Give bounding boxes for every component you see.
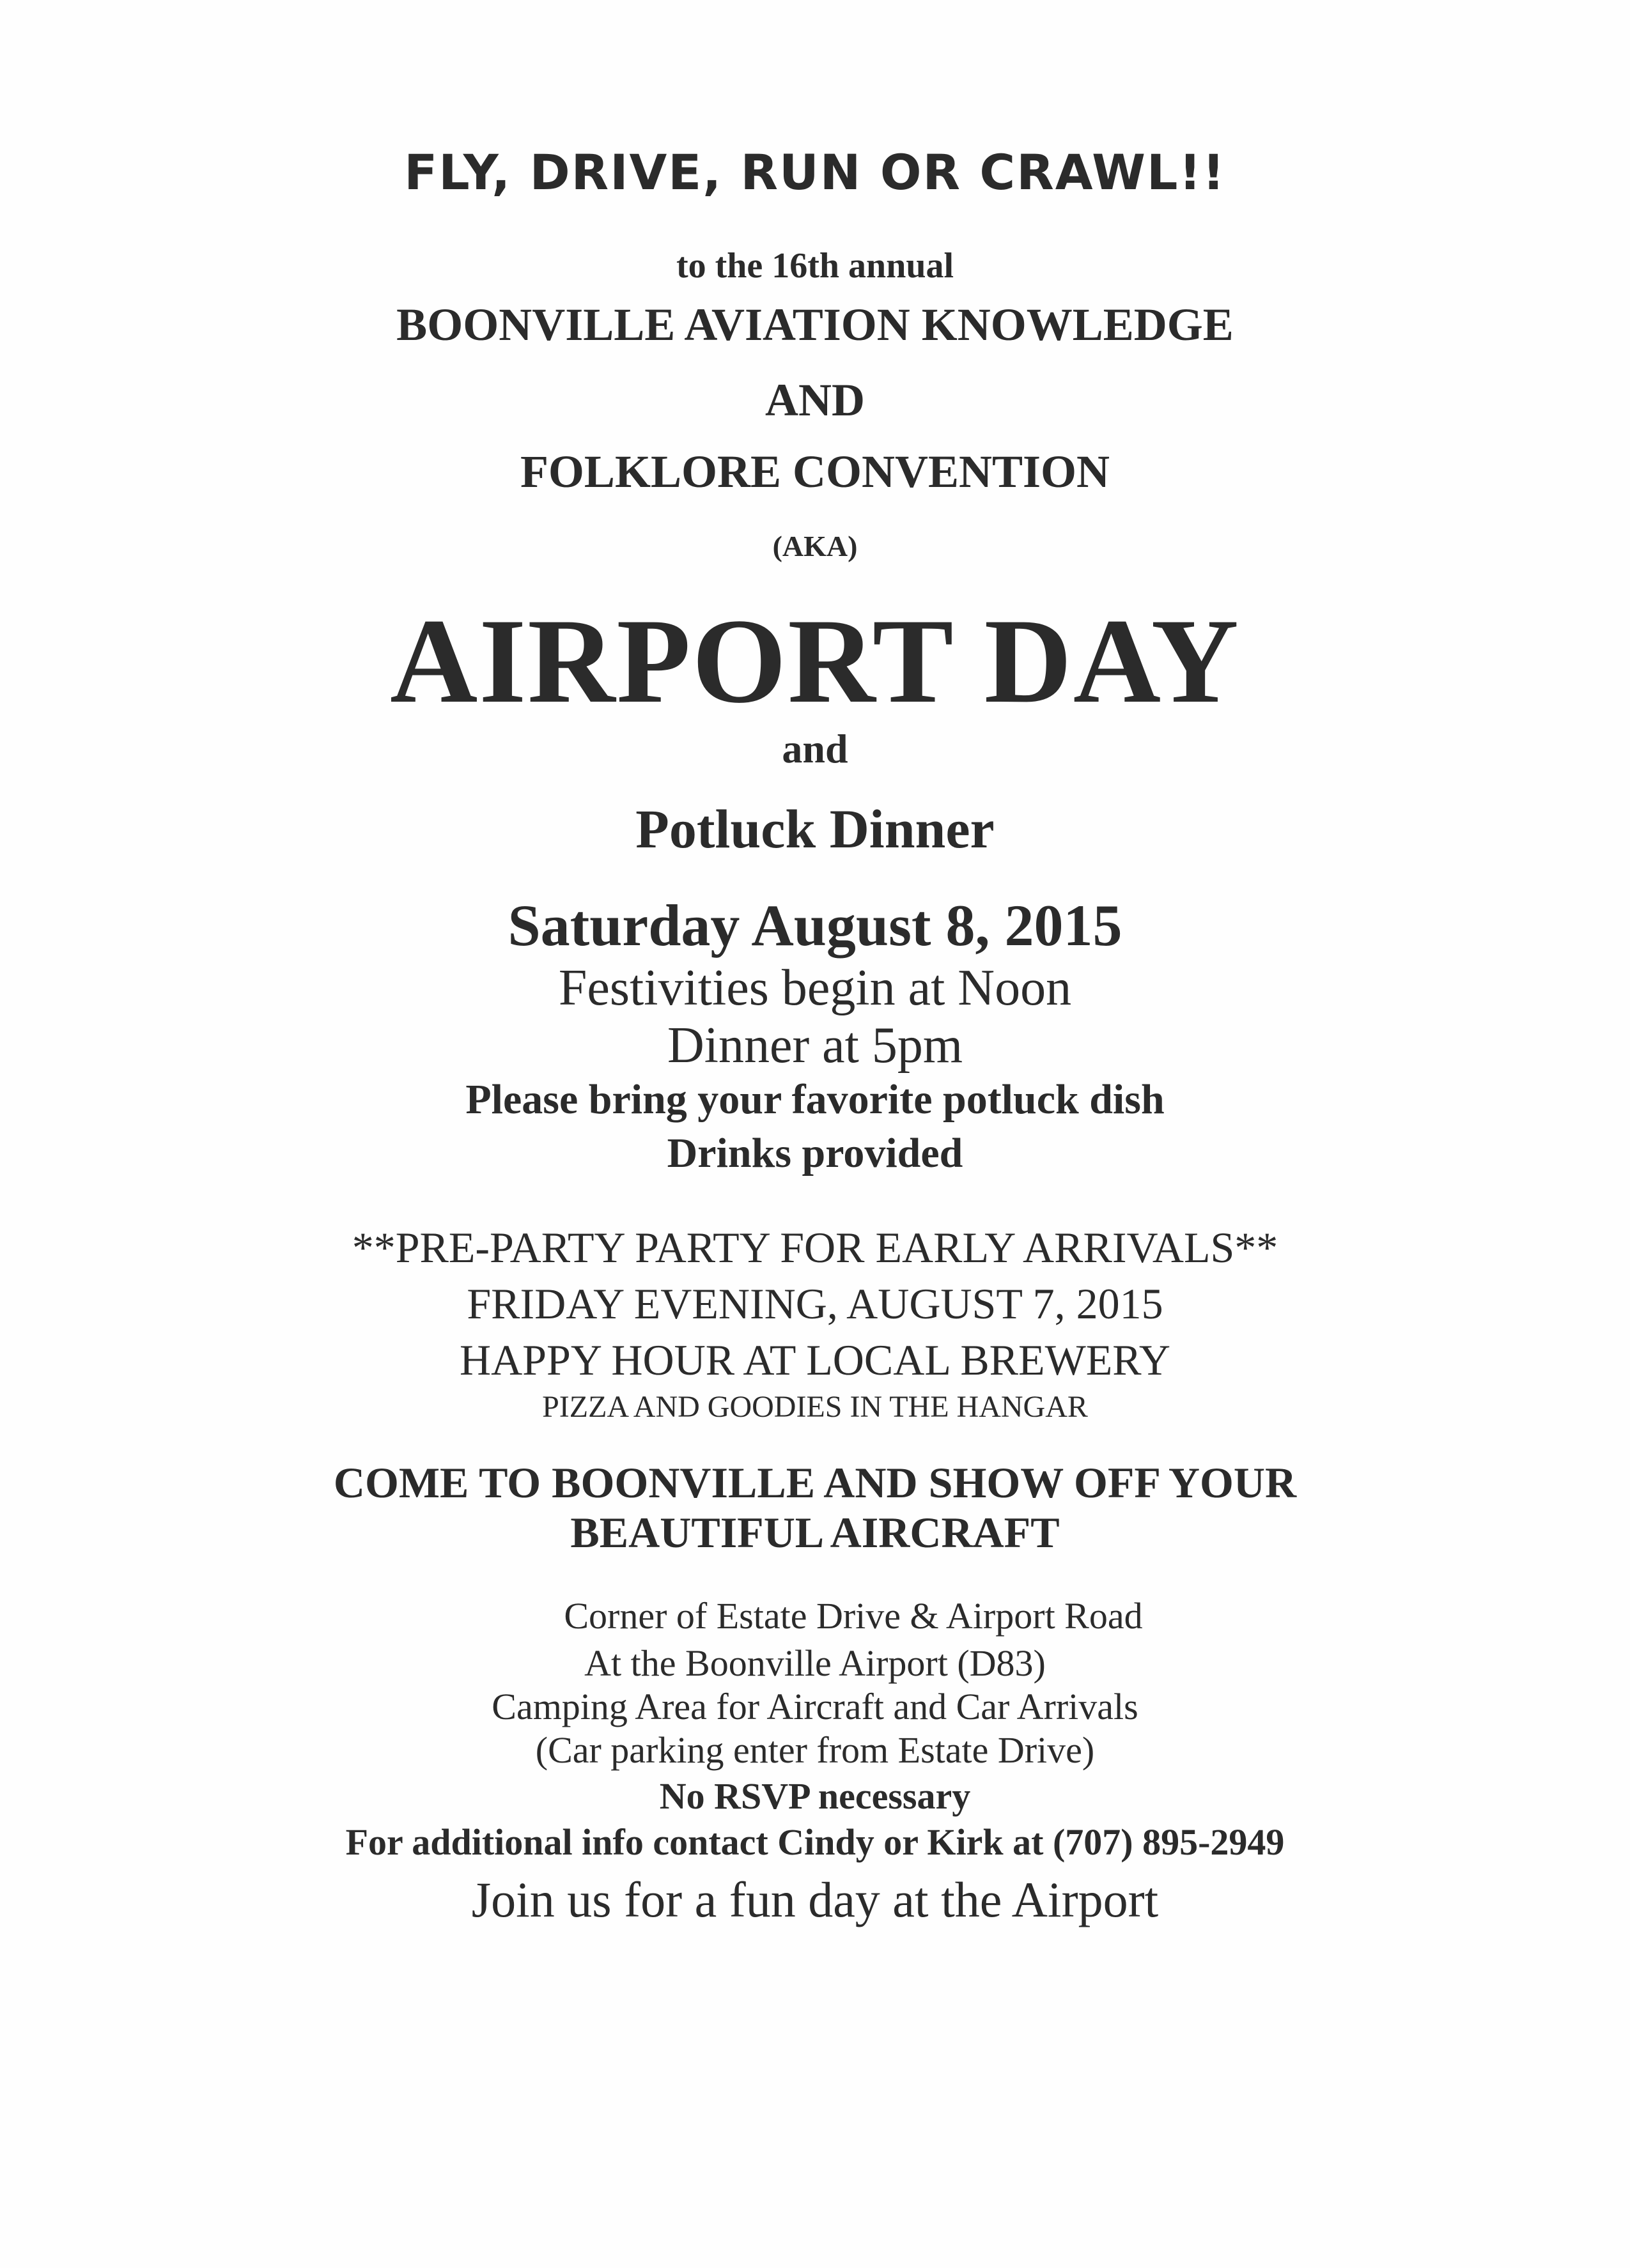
contact-info: For additional info contact Cindy or Kirk at (707) 895-2949 [345, 1821, 1285, 1863]
festivities-time: Festivities begin at Noon [558, 960, 1072, 1016]
happy-hour: HAPPY HOUR AT LOCAL BREWERY [459, 1336, 1171, 1384]
main-title: AIRPORT DAY [390, 594, 1240, 729]
location-airport: At the Boonville Airport (D83) [584, 1642, 1046, 1684]
potluck-note: Please bring your favorite potluck dish [465, 1076, 1165, 1123]
and-text: and [782, 726, 848, 771]
parking-note: (Car parking enter from Estate Drive) [535, 1729, 1095, 1771]
preparty-title: **PRE-PARTY PARTY FOR EARLY ARRIVALS** [352, 1223, 1278, 1272]
invite-line-2: BEAUTIFUL AIRCRAFT [570, 1508, 1060, 1557]
subtitle: Potluck Dinner [635, 798, 995, 860]
rsvp-note: No RSVP necessary [659, 1775, 971, 1817]
preparty-date: FRIDAY EVENING, AUGUST 7, 2015 [467, 1279, 1163, 1328]
event-name-line-2: AND [765, 374, 865, 426]
pizza-note: PIZZA AND GOODIES IN THE HANGAR [542, 1390, 1088, 1424]
invite-line-1: COME TO BOONVILLE AND SHOW OFF YOUR [333, 1458, 1297, 1507]
location-corner: Corner of Estate Drive & Airport Road [564, 1595, 1143, 1637]
aka-label: (AKA) [772, 530, 858, 562]
event-name-line-1: BOONVILLE AVIATION KNOWLEDGE [396, 299, 1234, 350]
closing-line: Join us for a fun day at the Airport [471, 1872, 1159, 1927]
drinks-note: Drinks provided [667, 1130, 963, 1176]
headline: FLY, DRIVE, RUN OR CRAWL!! [404, 144, 1226, 201]
camping-note: Camping Area for Aircraft and Car Arrivals [492, 1686, 1138, 1727]
event-date: Saturday August 8, 2015 [508, 893, 1122, 958]
dinner-time: Dinner at 5pm [667, 1017, 963, 1074]
intro-text: to the 16th annual [676, 246, 954, 286]
event-name-line-3: FOLKLORE CONVENTION [520, 446, 1110, 497]
